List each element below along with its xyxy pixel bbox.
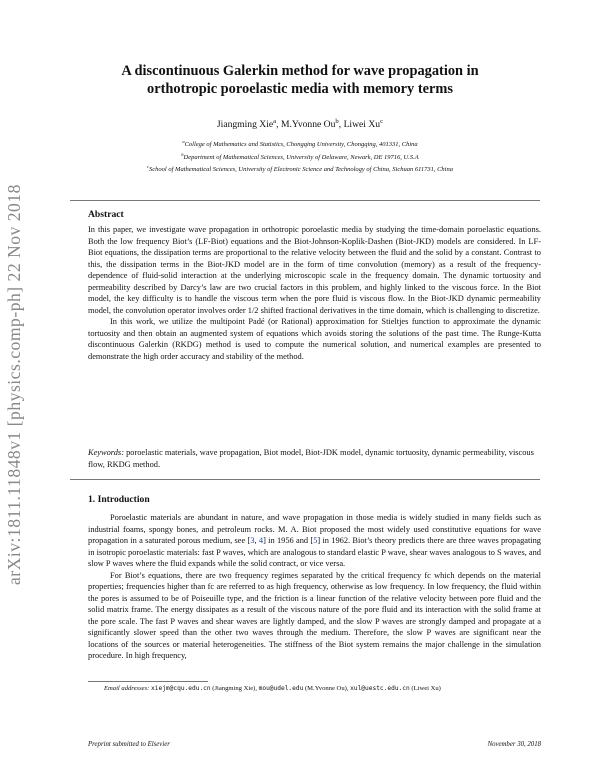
author-mark: c xyxy=(380,118,384,125)
introduction-heading: 1. Introduction xyxy=(88,494,150,505)
citation-link[interactable]: 4 xyxy=(258,536,264,545)
author-list: Jiangming Xie$^a$, M.Yvonne Ou$^b$, Liwei Xu$^c$ xyxy=(216,118,384,131)
text-run: Poroelastic materials are abundant in nature, and wave propagation in those media is widely studied in many fields such as industrial foams, spongy bones, and petroleum rocks. M. A. Biot proposed the most widely used constitutive equations for wave propagation in a saturated porous medium, see [ xyxy=(88,513,541,545)
email-owner: (Jiangming Xie), xyxy=(212,685,257,692)
abstract-paragraph: In this work, we utilize the multipoint Padé (or Rational) approximation for Stieltjes function to approximate the dynamic tortuosity and then obtain an augmented system of equations which avoids storing the solutions of the past time. The Runge-Kutta discontinuous Galerkin (RKDG) method is used to compute the numerical solution, and numerical examples are presented to demonstrate the high order accuracy and stability of the method. xyxy=(88,317,541,361)
footnote-rule xyxy=(88,681,208,682)
email-owner: (Liwei Xu) xyxy=(411,685,441,692)
paper-title: A discontinuous Galerkin method for wave propagation in orthotropic poroelastic media with memory terms xyxy=(121,63,479,97)
author-mark: b xyxy=(335,118,339,125)
email-link[interactable]: mou@udel.edu xyxy=(258,685,304,692)
introduction-body xyxy=(88,512,541,662)
introduction-paragraph: For Biot’s equations, there are two frequency regimes separated by the critical frequency fc which depends on the material properties; frequencies higher than fc are referred to as high frequency, otherwise as low frequency. In low frequency, the fluid within the pores is assumed to be of Poiseuille type, and the friction is a linear function of the relative velocity between pore fluid and the solid matrix frame. The energy dissipates as a result of the viscous nature of the pore fluid and its interaction with the solid frame at the pore scale. The fast P waves and shear waves are lightly damped, and the slow P waves are strongly damped and propagate at a significantly slower speed than the other two waves through the medium. Therefore, the slow P waves are significant near the locations of the sources or material heterogeneities. The stiffness of the Biot system remains the major challenge in the simulation procedure. In high frequency, xyxy=(88,570,541,660)
affiliation-text: College of Mathematics and Statistics, Chongqing University, Chongqing, 401331, China xyxy=(184,141,418,149)
abstract-top-rule xyxy=(70,200,540,201)
affiliation-mark: b xyxy=(181,151,184,157)
footnote-emails xyxy=(104,685,544,692)
citation-link[interactable]: 3 xyxy=(250,536,255,545)
footer-date: November 30, 2018 xyxy=(487,741,541,748)
text-run: , xyxy=(254,536,259,545)
email-owner: (M.Yvonne Ou), xyxy=(304,685,349,692)
affiliation-line xyxy=(70,137,530,150)
affiliation-text: Department of Mathematical Sciences, University of Delaware, Newark, DE 19716, U.S.A xyxy=(183,153,419,161)
affiliation-line xyxy=(70,162,530,175)
text-run: ] in 1956 and [ xyxy=(263,536,314,545)
text-run: ] in 1962. Biot’s theory predicts there are three waves propagating in isotropic poroelastic materials: fast P waves, which are analogous to standard elastic P wave, shear waves analogous to S waves, and slow P waves where the fluid expands while the solid contract, or vice versa. xyxy=(88,536,541,568)
affiliation-line xyxy=(70,150,530,163)
author-mark: a xyxy=(273,118,277,125)
email-link[interactable]: xul@uestc.edu.cn xyxy=(350,685,410,692)
introduction-paragraph xyxy=(88,512,541,570)
abstract-bottom-rule xyxy=(70,479,540,480)
abstract-heading: Abstract xyxy=(88,209,124,220)
keywords-label: Keywords: xyxy=(88,448,124,457)
affiliation-mark: a xyxy=(182,139,185,144)
abstract-paragraph: In this paper, we investigate wave propagation in orthotropic poroelastic media by studying the time-domain poroelastic equations. Both the low frequency Biot’s (LF-Biot) equations and the Biot-Johnson-Koplik-Dashen (Biot-JKD) models are considered. In LF-Biot equations, the dissipation terms are proportional to the relative velocity between the fluid and the solid by a constant. Contrast to this, the dissipation terms in the Biot-JKD model are in the form of time convolution (memory) as a result of the frequency-dependence of fluid-solid interaction at the underlying microscopic scale in the frequency domain. The dynamic tortuosity and permeability described by Darcy’s law are two crucial factors in this problem, and highly linked to the viscous force. In the Biot model, the key difficulty is to handle the viscous term when the pore fluid is viscous flow. In the Biot-JKD dynamic permeability model, the convolution operator involves order 1/2 shifted fractional derivatives in the time domain, which is challenging to discretize. xyxy=(88,225,541,315)
abstract-body xyxy=(88,224,541,362)
citation-link[interactable]: 5 xyxy=(313,536,318,545)
keywords xyxy=(88,447,541,470)
footer-preprint-note: Preprint submitted to Elsevier xyxy=(88,741,170,748)
arxiv-identifier-stamp: arXiv:1811.11848v1 [physics.comp-ph] 22 Nov 2018 xyxy=(4,184,24,586)
affiliations xyxy=(70,137,530,175)
author-name: Liwei Xu xyxy=(343,119,381,131)
keywords-text: poroelastic materials, wave propagation, Biot model, Biot-JDK model, dynamic tortuosity, dynamic permeability, viscous flow, RKDG method. xyxy=(88,448,534,469)
affiliation-mark: c xyxy=(147,164,150,170)
author-name: M.Yvonne Ou xyxy=(280,119,336,131)
author-name: Jiangming Xie xyxy=(216,119,274,131)
affiliation-text: School of Mathematical Sciences, University of Electronic Science and Technology of China, Sichuan 611731, China xyxy=(149,166,453,174)
footnote-label: Email addresses: xyxy=(104,685,150,692)
email-link[interactable]: xiejm@cqu.edu.cn xyxy=(151,685,211,692)
